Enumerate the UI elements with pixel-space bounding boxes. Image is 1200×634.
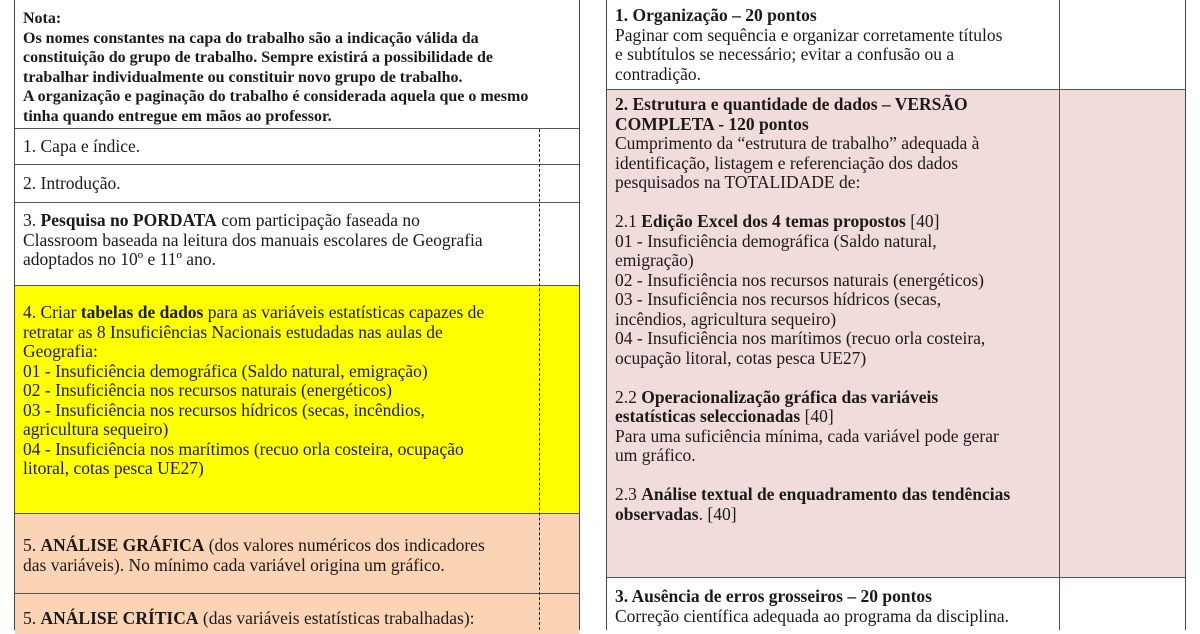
section-2-1-line: 03 - Insuficiência nos recursos hídricos (secas, <box>615 289 942 309</box>
section-2-1-line: incêndios, agricultura sequeiro) <box>615 308 837 329</box>
criterion-3-text <box>615 587 1009 626</box>
item-4-line: 04 - Insuficiência nos marítimos (recuo orla costeira, ocupação <box>23 438 464 459</box>
criterion-2-text <box>615 95 1010 524</box>
section-2-3-title: Análise textual de enquadramento das tendências <box>641 484 1011 504</box>
criterion-row-3 <box>607 578 1185 634</box>
section-2-1-line: ocupação litoral, cotas pesca UE27) <box>615 347 867 368</box>
section-2-1-points: [40] <box>905 211 940 231</box>
item-4-line: Geografia: <box>23 341 98 361</box>
section-2-3-num: 2.3 <box>615 484 642 504</box>
note-line: tinha quando entregue em mãos ao professor. <box>23 107 332 125</box>
item-2-text: 2. Introdução. <box>23 173 121 193</box>
note-row <box>15 0 579 129</box>
section-2-2-title: Operacionalização gráfica das variáveis <box>641 386 939 407</box>
item-row-1 <box>15 129 579 165</box>
item-4-line: 01 - Insuficiência demográfica (Saldo natural, emigração) <box>23 360 428 381</box>
item-5a-num: 5. <box>23 535 41 555</box>
criterion-3-line: Correção científica adequada ao programa da disciplina. <box>615 605 1010 626</box>
section-2-3-title: observadas <box>615 503 699 524</box>
item-3-bold: Pesquisa no PORDATA <box>40 210 217 230</box>
section-2-2-points: [40] <box>800 406 834 426</box>
note-line: A organização e paginação do trabalho é considerada aquela que o mesmo <box>23 88 529 105</box>
criterion-2-title: COMPLETA - 120 pontos <box>615 113 809 134</box>
note-title: Nota: <box>23 10 62 27</box>
item-4-bold: tabelas de dados <box>80 302 204 322</box>
item-3-line: Classroom baseada na leitura dos manuais escolares de Geografia <box>23 229 483 250</box>
criterion-2-line: identificação, listagem e referenciação dos dados <box>615 152 959 173</box>
item-5b-bold: ANÁLISE CRÍTICA <box>40 608 199 628</box>
item-5a-rest: (dos valores numéricos dos indicadores <box>204 535 485 555</box>
criterion-row-2 <box>607 90 1185 578</box>
section-2-2-line: um gráfico. <box>615 445 696 465</box>
item-3-rest: com participação faseada no <box>216 210 420 230</box>
item-row-5b <box>15 594 579 634</box>
item-5b-num: 5. <box>23 608 41 628</box>
item-row-5a <box>15 514 579 594</box>
item-5a-line: das variáveis). No mínimo cada variável origina um gráfico. <box>23 554 445 575</box>
item-4-line: litoral, cotas pesca UE27) <box>23 458 204 478</box>
right-table <box>606 0 1186 630</box>
criterion-row-1 <box>607 0 1185 90</box>
section-2-1-line: emigração) <box>615 250 694 270</box>
column-divider <box>539 129 540 630</box>
item-row-3 <box>15 203 579 286</box>
item-row-2 <box>15 165 579 203</box>
item-3-text <box>23 211 483 270</box>
item-row-4 <box>15 286 579 514</box>
item-4-rest: para as variáveis estatísticas capazes de <box>203 302 485 322</box>
item-5a-text <box>23 536 485 575</box>
section-2-1-line: 04 - Insuficiência nos marítimos (recuo orla costeira, <box>615 328 986 348</box>
item-5b-text <box>23 609 475 629</box>
item-4-line: 02 - Insuficiência nos recursos naturais (energéticos) <box>23 380 392 400</box>
section-2-1-line: 02 - Insuficiência nos recursos naturais (energéticos) <box>615 269 984 290</box>
criterion-2-title: 2. Estrutura e quantidade de dados – VERSÃO <box>615 94 968 114</box>
criterion-1-line: e subtítulos se necessário; evitar a confusão ou a <box>615 44 955 64</box>
item-3-line: adoptados no 10º e 11º ano. <box>23 249 216 269</box>
criterion-2-line: pesquisados na TOTALIDADE de: <box>615 172 861 192</box>
criterion-1-title: 1. Organização – 20 pontos <box>615 5 817 25</box>
section-2-2-num: 2.2 <box>615 386 642 407</box>
section-2-2-title: estatísticas seleccionadas <box>615 406 801 426</box>
item-3-num: 3. <box>23 210 41 230</box>
item-4-line: retratar as 8 Insuficiências Nacionais estudadas nas aulas de <box>23 321 443 342</box>
section-2-2-line: Para uma suficiência mínima, cada variável pode gerar <box>615 425 999 446</box>
section-2-1-num: 2.1 <box>615 211 642 231</box>
note-line: constituição do grupo de trabalho. Sempre existirá a possibilidade de <box>23 49 493 66</box>
note-line: Os nomes constantes na capa do trabalho são a indicação válida da <box>23 29 479 47</box>
section-2-1-title: Edição Excel dos 4 temas propostos <box>641 211 906 231</box>
criterion-1-line: Paginar com sequência e organizar corretamente títulos <box>615 24 1003 45</box>
score-column-divider <box>1059 0 1060 630</box>
criterion-3-title: 3. Ausência de erros grosseiros – 20 pontos <box>615 586 932 606</box>
note-line: trabalhar individualmente ou constituir novo grupo de trabalho. <box>23 68 463 86</box>
criterion-1-line: contradição. <box>615 63 701 84</box>
item-4-num: 4. Criar <box>23 302 81 322</box>
item-4-line: 03 - Insuficiência nos recursos hídricos (secas, incêndios, <box>23 399 425 420</box>
item-5b-rest: (das variáveis estatísticas trabalhadas): <box>198 608 475 628</box>
note-text <box>23 9 528 126</box>
section-2-3-points: . [40] <box>698 503 737 524</box>
criterion-2-line: Cumprimento da “estrutura de trabalho” adequada à <box>615 133 980 153</box>
criterion-1-text <box>615 6 1002 84</box>
item-5a-bold: ANÁLISE GRÁFICA <box>40 535 205 555</box>
section-2-1-line: 01 - Insuficiência demográfica (Saldo natural, <box>615 230 937 251</box>
item-4-text <box>23 303 484 479</box>
item-1-text: 1. Capa e índice. <box>23 136 141 156</box>
item-4-line: agricultura sequeiro) <box>23 419 169 439</box>
left-table <box>14 0 580 630</box>
